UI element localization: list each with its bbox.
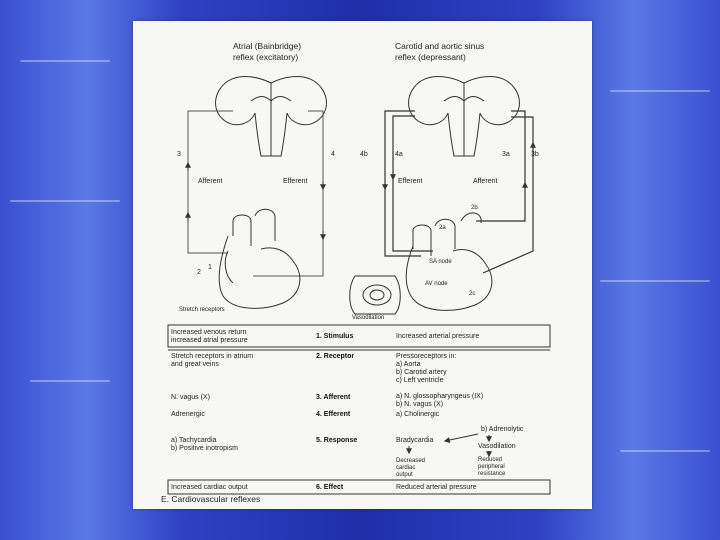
table-row6-right: Reduced arterial pressure <box>396 484 477 491</box>
right-label-afferent: Afferent <box>473 178 498 185</box>
vessel-cross-section-drawing <box>350 276 401 314</box>
table-row5-decreased: Decreased <box>396 458 426 464</box>
table-row5-bradycardia: Bradycardia <box>396 437 434 444</box>
right-label-2b: 2b <box>471 205 478 211</box>
table-row3-right-line1: a) N. glossopharyngeus (IX) <box>396 393 484 400</box>
right-label-3b: 3b <box>531 151 539 158</box>
right-label-vasodilation: Vasodilation <box>352 315 385 321</box>
table-row5-output: output <box>396 472 413 478</box>
right-title-line1: Carotid and aortic sinus <box>395 41 485 51</box>
table-row5-cardiac: cardiac <box>396 465 416 471</box>
left-pathway-arrows <box>188 163 323 239</box>
left-label-2: 2 <box>197 269 201 276</box>
cardiovascular-reflex-figure <box>133 21 592 509</box>
right-reflex-pathway <box>385 111 533 273</box>
table-row6-left: Increased cardiac output <box>171 484 248 491</box>
table-row2-right-line4: c) Left ventricle <box>396 377 444 384</box>
table-row6-step: 6. Effect <box>316 484 344 491</box>
left-label-afferent: Afferent <box>198 178 223 185</box>
left-reflex-pathway <box>188 111 323 276</box>
left-brainstem-drawing <box>216 77 327 156</box>
slide-page <box>133 21 592 509</box>
background-streak <box>600 280 710 282</box>
table-row3-step: 3. Afferent <box>316 394 351 401</box>
right-label-2c: 2c <box>469 291 476 297</box>
right-label-2a: 2a <box>439 225 446 231</box>
table-row5-adrenolytic: b) Adrenolytic <box>481 426 524 433</box>
background-streak <box>620 450 710 452</box>
right-brainstem-drawing <box>409 77 520 156</box>
left-label-efferent: Efferent <box>283 178 308 185</box>
left-heart-drawing <box>219 209 300 308</box>
table-row5-reduced: Reduced <box>478 457 503 463</box>
table-row5-peripheral: peripheral <box>478 464 505 470</box>
table-row2-right-line3: b) Carotid artery <box>396 369 447 376</box>
left-label-3: 3 <box>177 151 181 158</box>
table-row2-left-line1: Stretch receptors in atrium <box>171 353 254 360</box>
right-label-4a: 4a <box>395 151 403 158</box>
table-row5-step: 5. Response <box>316 437 358 444</box>
right-label-4b: 4b <box>360 151 368 158</box>
right-label-3a: 3a <box>502 151 510 158</box>
left-title-line2: reflex (excitatory) <box>233 52 299 62</box>
table-row2-right-line2: a) Aorta <box>396 361 421 368</box>
background-streak <box>20 60 110 62</box>
background-streak <box>610 90 710 92</box>
table-row2-step: 2. Receptor <box>316 353 355 360</box>
right-label-efferent: Efferent <box>398 178 423 185</box>
background-streak <box>30 380 110 382</box>
table-row3-right-line2: b) N. vagus (X) <box>396 401 444 408</box>
left-label-4: 4 <box>331 151 335 158</box>
figure-caption: E. Cardiovascular reflexes <box>161 494 261 504</box>
table-row1-left-line2: increased atrial pressure <box>171 337 248 344</box>
table-row1-left-line1: Increased venous return <box>171 329 247 336</box>
right-title-line2: reflex (depressant) <box>395 52 466 62</box>
right-label-sa-node: SA node <box>429 259 452 265</box>
table-row4-right: a) Cholinergic <box>396 411 440 418</box>
table-row1-step: 1. Stimulus <box>316 333 354 340</box>
left-label-stretch-receptors: Stretch receptors <box>179 307 225 313</box>
left-label-1: 1 <box>208 264 212 271</box>
table-row4-step: 4. Efferent <box>316 411 351 418</box>
table-row2-right-line1: Pressoreceptors in: <box>396 353 457 360</box>
background-streak <box>10 200 120 202</box>
table-row1-right: Increased arterial pressure <box>396 333 480 340</box>
table-row5-left-line1: a) Tachycardia <box>171 437 217 444</box>
left-title-line1: Atrial (Bainbridge) <box>233 41 302 51</box>
table-row4-left: Adrenergic <box>171 411 205 418</box>
table-row2-left-line2: and great veins <box>171 361 219 368</box>
table-row5-vasodilation: Vasodilation <box>478 443 516 450</box>
table-row5-resistance: resistance <box>478 471 506 477</box>
table-row5-left-line2: b) Positive inotropism <box>171 445 238 452</box>
right-label-av-node: AV node <box>425 281 448 287</box>
table-row3-left: N. vagus (X) <box>171 394 210 401</box>
